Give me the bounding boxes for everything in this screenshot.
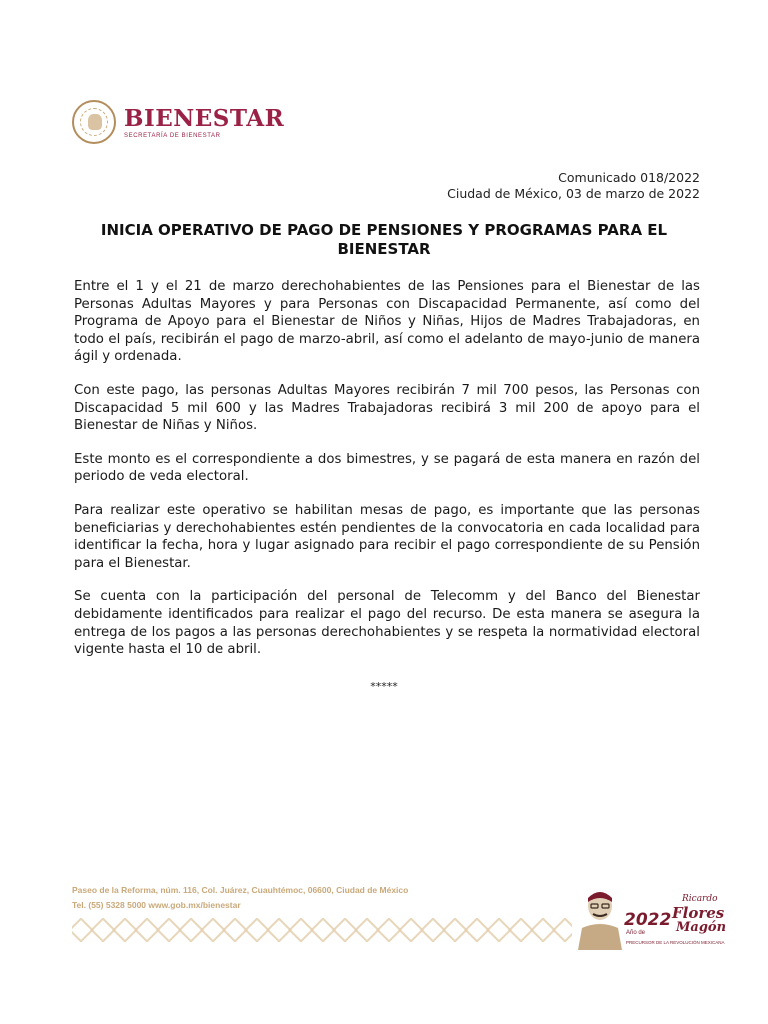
paragraph: Se cuenta con la participación del personal de Telecomm y del Banco del Bienestar debidamente identificados para realizar el pago del recurso. De esta manera se asegura la entrega de los pagos a las personas derechohabientes y se respeta la normatividad electoral vigente hasta el 10 de abril. [74, 589, 700, 658]
emblem-year-label: Año de [626, 930, 646, 936]
emblem-text [624, 894, 727, 954]
logo-name: BIENESTAR [124, 104, 285, 132]
emblem-name-first: Ricardo [682, 894, 718, 904]
flores-magon-emblem [574, 884, 727, 954]
end-marker: ***** [370, 680, 398, 693]
ricardo-flores-magon-portrait-icon [574, 884, 626, 950]
bienestar-logo [72, 100, 284, 144]
footer-address-block [72, 883, 408, 913]
emblem-name-mid: Flores [672, 904, 725, 922]
mexican-coat-of-arms-icon [72, 100, 116, 144]
document-body [74, 278, 700, 675]
footer-address: Paseo de la Reforma, núm. 116, Col. Juárez, Cuauhtémoc, 06600, Ciudad de México [72, 885, 409, 895]
paragraph: Este monto es el correspondiente a dos bimestres, y se pagará de esta manera en razón del periodo de veda electoral. [74, 451, 700, 485]
place-date: Ciudad de México, 03 de marzo de 2022 [447, 186, 700, 201]
document-title: INICIA OPERATIVO DE PAGO DE PENSIONES Y PROGRAMAS PARA EL BIENESTAR [100, 221, 668, 258]
footer-contact: Tel. (55) 5328 5000 www.gob.mx/bienestar [72, 900, 241, 910]
logo-subtitle: SECRETARÍA DE BIENESTAR [124, 132, 221, 139]
emblem-name-last: Magón [676, 920, 727, 935]
paragraph: Entre el 1 y el 21 de marzo derechohabientes de las Pensiones para el Bienestar de las Personas Adultas Mayores y para Personas con Discapacidad Permanente, así como del Programa de Apoyo para el Bienestar de Niños y Niñas, Hijos de Madres Trabajadoras, en todo el país, recibirán el pago de marzo-abril, así como el adelanto de mayo-junio de manera ágil y ordenada. [74, 279, 700, 365]
paragraph: Con este pago, las personas Adultas Mayores recibirán 7 mil 700 pesos, las Personas con Discapacidad 5 mil 600 y las Madres Trabajadoras recibirá 3 mil 200 de apoyo para el Bienestar de Niñas y Niños. [74, 382, 700, 434]
emblem-subtitle: PRECURSOR DE LA REVOLUCIÓN MEXICANA [626, 940, 725, 945]
emblem-year: 2022 [624, 910, 672, 930]
footer-decorative-pattern [72, 918, 572, 942]
paragraph: Para realizar este operativo se habilitan mesas de pago, es importante que las personas beneficiarias y derechohabientes estén pendientes de la convocatoria en cada localidad para identificar la fecha, hora y lugar asignado para recibir el pago correspondiente de su Pensión para el Bienestar. [74, 502, 700, 571]
communique-meta [447, 170, 700, 202]
logo-text [124, 106, 284, 139]
communique-number: Comunicado 018/2022 [558, 170, 700, 185]
